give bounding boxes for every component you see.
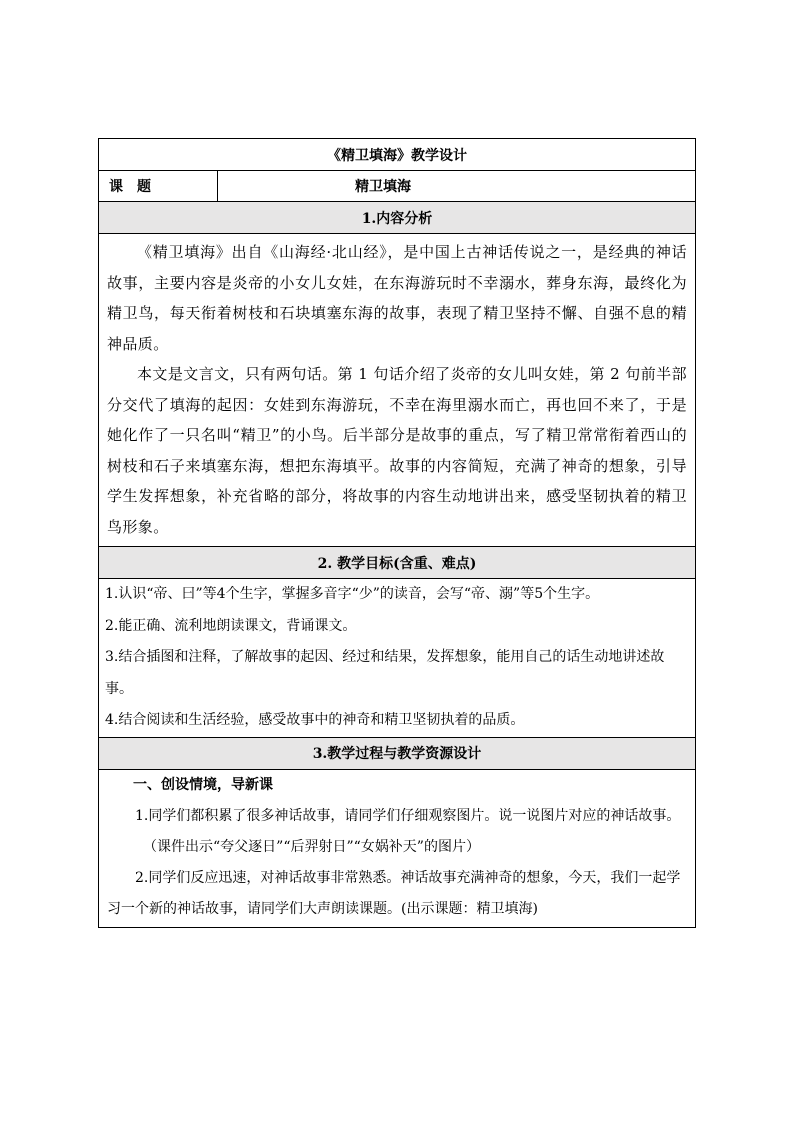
section3-body-row bbox=[99, 769, 696, 927]
process-subheading: 一、创设情境，导新课 bbox=[133, 776, 273, 793]
section1-body-row bbox=[99, 234, 696, 547]
section3-header-row bbox=[99, 737, 696, 769]
process-note: （课件出示“夸父逐日”“后羿射日”“女娲补天”的图片） bbox=[143, 838, 480, 855]
content-analysis bbox=[99, 234, 696, 547]
section3-heading: 3.教学过程与教学资源设计 bbox=[99, 737, 696, 769]
section2-header-row bbox=[99, 547, 696, 579]
document-title: 《精卫填海》教学设计 bbox=[99, 139, 696, 171]
goal-item-4: 4.结合阅读和生活经验，感受故事中的神奇和精卫坚韧执着的品质。 bbox=[105, 712, 525, 728]
analysis-paragraph-1: 《精卫填海》出自《山海经·北山经》，是中国上古神话传说之一，是经典的神话故事，主要内容是炎帝的小女儿女娃，在东海游玩时不幸溺水，葬身东海，最终化为精卫鸟，每天衔着树枝和石块填塞东海的故事，表现了精卫坚持不懈、自强不息的精神品质。 bbox=[107, 243, 687, 353]
section1-heading: 1.内容分析 bbox=[99, 202, 696, 234]
section2-body-row bbox=[99, 579, 696, 738]
goal-item-3: 3.结合插图和注释，了解故事的起因、经过和结果，发挥想象，能用自己的话生动地讲述故事。 bbox=[105, 649, 665, 697]
topic-label: 课 题 bbox=[99, 171, 218, 202]
teaching-process bbox=[99, 769, 696, 927]
section1-header-row bbox=[99, 202, 696, 234]
section2-heading: 2. 教学目标(含重、难点) bbox=[99, 547, 696, 579]
title-row bbox=[99, 139, 696, 171]
goal-item-1: 1.认识“帝、曰”等4个生字，掌握多音字“少”的读音，会写“帝、溺”等5个生字。 bbox=[105, 586, 600, 602]
topic-value: 精卫填海 bbox=[218, 171, 696, 202]
process-item-2: 2.同学们反应迅速，对神话故事非常熟悉。神话故事充满神奇的想象，今天，我们一起学习一个新的神话故事，请同学们大声朗读课题。(出示课题：精卫填海) bbox=[107, 869, 681, 917]
teaching-goals bbox=[99, 579, 696, 738]
lesson-plan-table bbox=[98, 138, 696, 928]
topic-row bbox=[99, 171, 696, 202]
process-item-1: 1.同学们都积累了很多神话故事，请同学们仔细观察图片。说一说图片对应的神话故事。 bbox=[135, 807, 681, 824]
analysis-paragraph-2: 本文是文言文，只有两句话。第 1 句话介绍了炎帝的女儿叫女娃，第 2 句前半部分交代了填海的起因：女娃到东海游玩，不幸在海里溺水而亡，再也回不来了，于是她化作了一只名叫“精卫”的小鸟。后半部分是故事的重点，写了精卫常常衔着西山的树枝和石子来填塞东海，想把东海填平。故事的内容简短，充满了神奇的想象，引导学生发挥想象，补充省略的部分，将故事的内容生动地讲出来，感受坚韧执着的精卫鸟形象。 bbox=[107, 365, 687, 536]
goal-item-2: 2.能正确、流利地朗读课文，背诵课文。 bbox=[105, 617, 357, 634]
